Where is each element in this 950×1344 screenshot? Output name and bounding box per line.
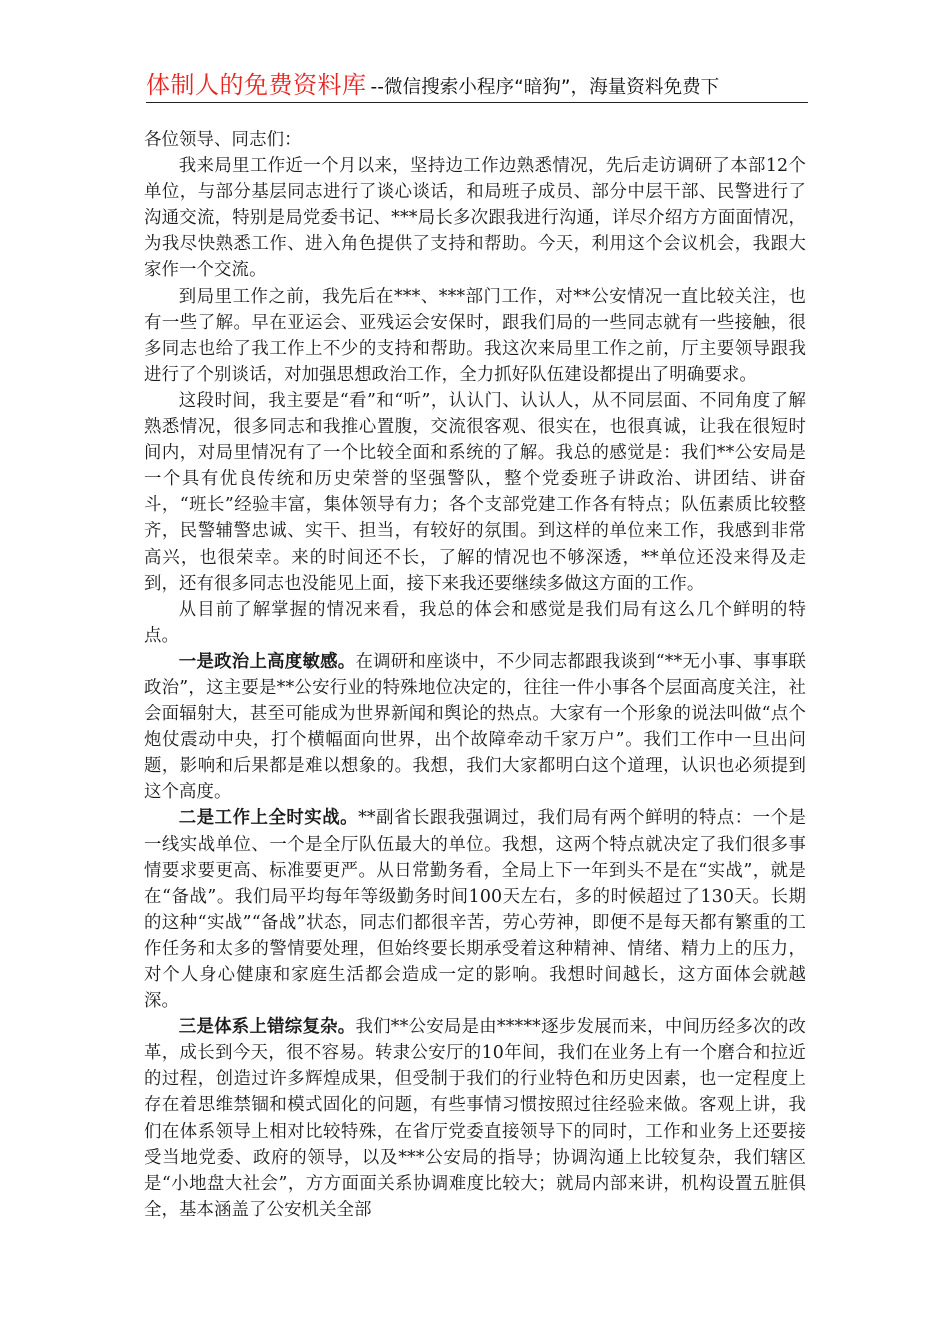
header-divider (146, 102, 808, 103)
paragraph (144, 597, 806, 649)
paragraph (144, 1014, 806, 1223)
paragraph (144, 649, 806, 806)
paragraph (144, 153, 806, 283)
page-header (146, 68, 806, 105)
paragraph-lead: 一是政治上高度敏感。 (178, 651, 356, 672)
paragraph (144, 284, 806, 388)
paragraph (144, 388, 806, 597)
paragraph-lead: 三是体系上错综复杂。 (178, 1017, 356, 1038)
paragraph (144, 805, 806, 1014)
paragraph-text: 从目前了解掌握的情况来看，我总的体会和感觉是我们局有这么几个鲜明的特点。 (144, 599, 806, 646)
paragraph-text: 我们**公安局是由*****逐步发展而来，中间历经多次的改革，成长到今天，很不容易。转隶公安厅的10年间，我们在业务上有一个磨合和拉近的过程，创造过许多辉煌成果，但受制于我们的行业特色和历史因素，也一定程度上存在着思维禁锢和模式固化的问题，有些事情习惯按照过往经验来做。客观上讲，我们在体系领导上相对比较特殊，在省厅党委直接领导下的同时，工作和业务上还要接受当地党委、政府的领导，以及***公安局的指导；协调沟通上比较复杂，我们辖区是“小地盘大社会”，方方面面关系协调难度比较大；就局内部来讲，机构设置五脏俱全，基本涵盖了公安机关全部 (144, 1017, 806, 1220)
paragraph-text: 这段时间，我主要是“看”和“听”，认认门、认认人，从不同层面、不同角度了解熟悉情况，很多同志和我推心置腹，交流很客观、很实在，也很真诚，让我在很短时间内，对局里情况有了一个比较全面和系统的了解。我总的感觉是：我们**公安局是一个具有优良传统和历史荣誉的坚强警队，整个党委班子讲政治、讲团结、讲奋斗，“班长”经验丰富，集体领导有力；各个支部党建工作各有特点；队伍素质比较整齐，民警辅警忠诚、实干、担当，有较好的氛围。到这样的单位来工作，我感到非常高兴，也很荣幸。来的时间还不长，了解的情况也不够深透，**单位还没来得及走到，还有很多同志也没能见上面，接下来我还要继续多做这方面的工作。 (144, 390, 806, 594)
paragraph-text: 我来局里工作近一个月以来，坚持边工作边熟悉情况，先后走访调研了本部12个单位，与部分基层同志进行了谈心谈话，和局班子成员、部分中层干部、民警进行了沟通交流，特别是局党委书记、***局长多次跟我进行沟通，详尽介绍方方面面情况，为我尽快熟悉工作、进入角色提供了支持和帮助。今天，利用这个会议机会，我跟大家作一个交流。 (144, 156, 806, 281)
header-brand-title: 体制人的免费资料库 (146, 71, 367, 99)
paragraph-text: 到局里工作之前，我先后在***、***部门工作，对**公安情况一直比较关注，也有一些了解。早在亚运会、亚残运会安保时，跟我们局的一些同志就有一些接触，很多同志也给了我工作上不少的支持和帮助。我这次来局里工作之前，厅主要领导跟我进行了个别谈话，对加强思想政治工作，全力抓好队伍建设都提出了明确要求。 (144, 286, 806, 385)
document-body (144, 127, 806, 1223)
paragraph-lead: 二是工作上全时实战。 (178, 808, 359, 829)
header-tagline: --微信搜索小程序“暗狗”，海量资料免费下 (370, 77, 720, 98)
paragraph-text: **副省长跟我强调过，我们局有两个鲜明的特点：一个是一线实战单位、一个是全厅队伍最大的单位。我想，这两个特点就决定了我们很多事情要求要更高、标准要更严。从日常勤务看，全局上下一年到头不是在“实战”，就是在“备战”。我们局平均每年等级勤务时间100天左右，多的时候超过了130天。长期的这种“实战”“备战”状态，同志们都很辛苦，劳心劳神，即便不是每天都有繁重的工作任务和太多的警情要处理，但始终要长期承受着这种精神、情绪、精力上的压力，对个人身心健康和家庭生活都会造成一定的影响。我想时间越长，这方面体会就越深。 (144, 808, 807, 1012)
paragraph-text: 在调研和座谈中，不少同志都跟我谈到“**无小事、事事联政治”，这主要是**公安行业的特殊地位决定的，往往一件小事各个层面高度关注，社会面辐射大，甚至可能成为世界新闻和舆论的热点。大家有一个形象的说法叫做“点个炮仗震动中央，打个横幅面向世界，出个故障牵动千家万户”。我们工作中一旦出问题，影响和后果都是难以想象的。我想，我们大家都明白这个道理，认识也必须提到这个高度。 (144, 651, 806, 803)
salutation: 各位领导、同志们： (144, 130, 302, 150)
